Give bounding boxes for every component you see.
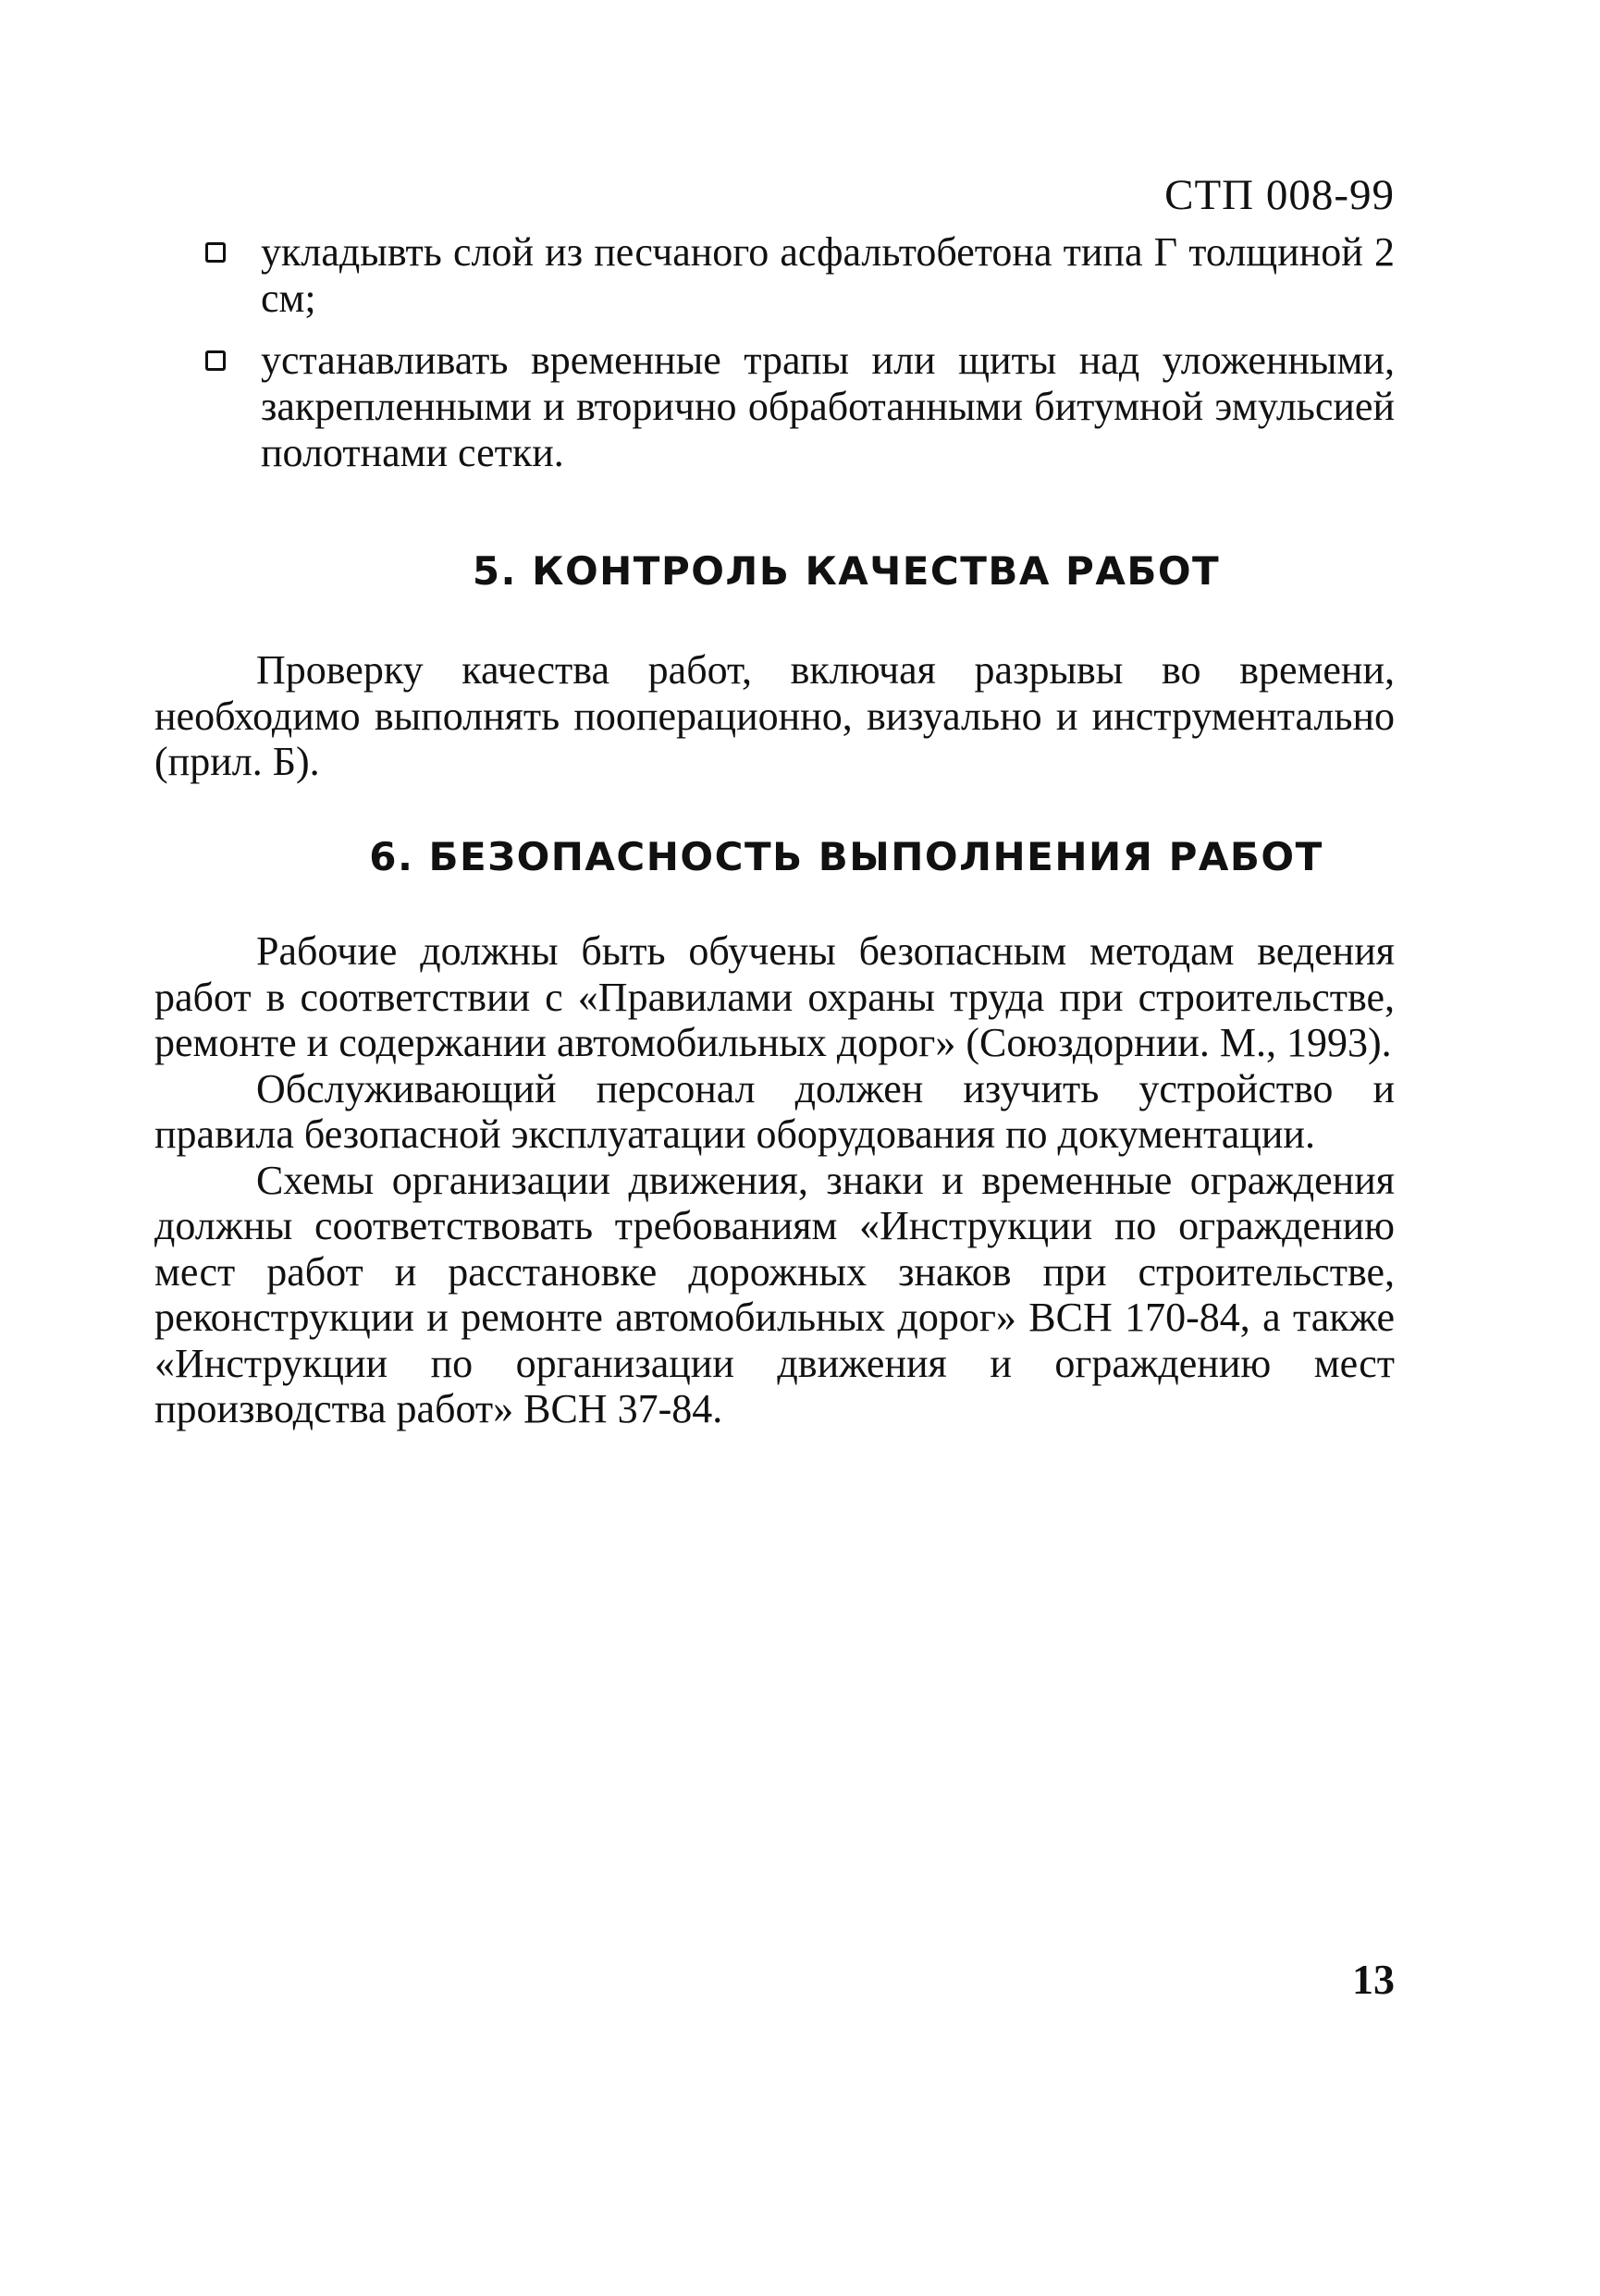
- document-code: СТП 008-99: [1164, 171, 1395, 219]
- section-heading-work-safety: 6. БЕЗОПАСНОСТЬ ВЫПОЛНЕНИЯ РАБОТ: [369, 834, 1323, 879]
- paragraph: Рабочие должны быть обучены безопасным методам ведения работ в соответствии с «Правилами охраны труда при строительстве, ремонте и содержании автомобильных дорог» (Союздорнии. М., 1993).: [154, 928, 1395, 1065]
- section-heading-quality-control: 5. КОНТРОЛЬ КАЧЕСТВА РАБОТ: [472, 548, 1221, 594]
- paragraph: Проверку качества работ, включая разрывы во времени, необходимо выполнять пооперационно, визуально и инструментально (прил. Б).: [154, 647, 1395, 784]
- section-body-quality-control: [154, 647, 1395, 785]
- paragraph: Схемы организации движения, знаки и временные ограждения должны соответствовать требованиям «Инструкции по ограждению мест работ и расстановке дорожных знаков при строительстве, реконструкции и ремонте автомобильных дорог» ВСН 170-84, а также «Инструкции по организации движения и ограждению мест производства работ» ВСН 37-84.: [154, 1157, 1395, 1431]
- section-body-work-safety: [154, 928, 1395, 1432]
- list-item-text: устанавливать временные трапы или щиты над уложенными, закрепленными и вторично обработанными битумной эмульсией полотнами сетки.: [261, 338, 1395, 475]
- square-bullet-icon: [205, 242, 226, 263]
- page-number: 13: [1352, 1956, 1395, 2003]
- list-item: [205, 229, 1395, 322]
- square-bullet-icon: [205, 350, 226, 371]
- bullet-list: [205, 229, 1395, 492]
- list-item: [205, 338, 1395, 476]
- paragraph: Обслуживающий персонал должен изучить устройство и правила безопасной эксплуатации оборудования по документации.: [154, 1065, 1395, 1157]
- list-item-text: укладывть слой из песчаного асфальтобетона типа Г толщиной 2 см;: [261, 229, 1395, 321]
